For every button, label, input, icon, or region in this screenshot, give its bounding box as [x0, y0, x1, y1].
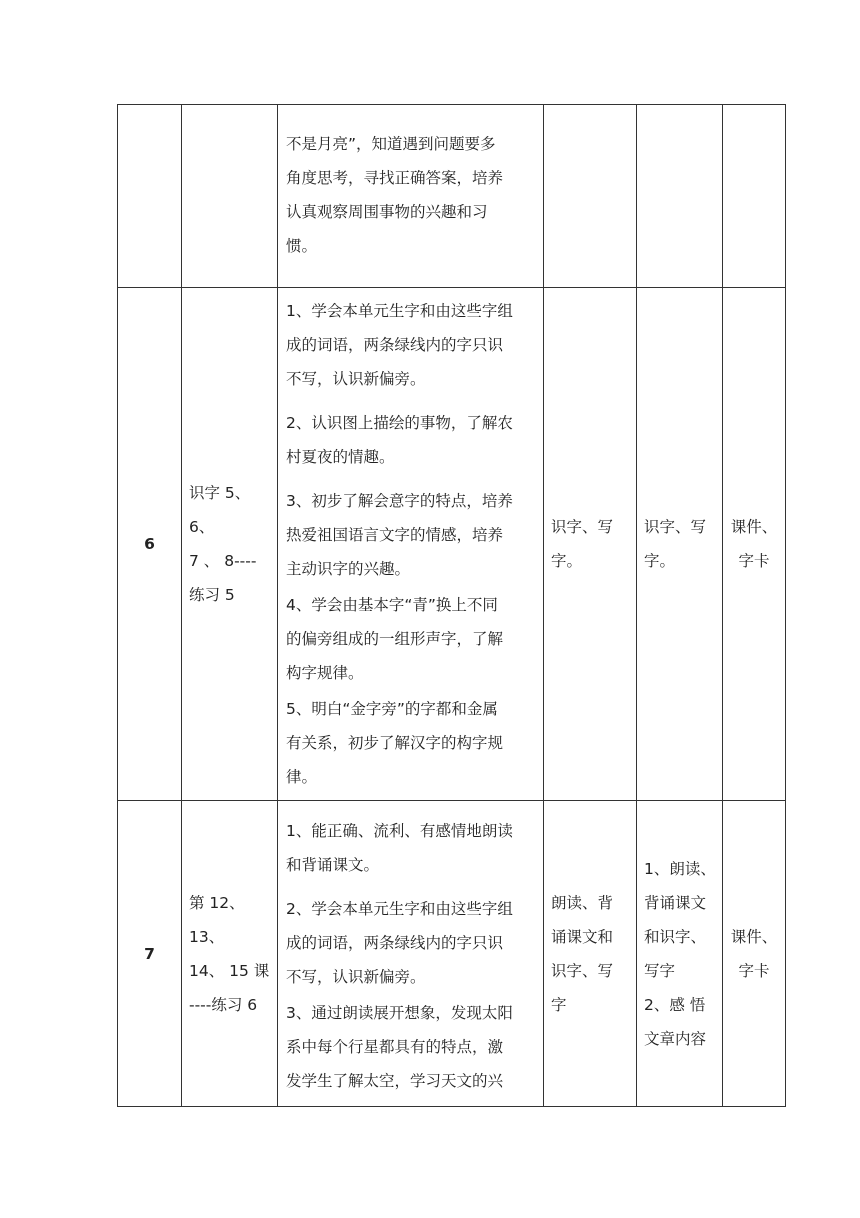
goal-line: 系中每个行星都具有的特点，激	[286, 1037, 504, 1056]
goals-cell	[278, 105, 544, 288]
prep-cell	[723, 105, 786, 288]
table-row	[118, 288, 786, 801]
table-row	[118, 801, 786, 1107]
goal-line: 主动识字的兴趣。	[286, 560, 411, 578]
difficulty-line: 文章内容	[644, 1029, 707, 1048]
goal-line: 2、学会本单元生字和由这些字组	[286, 899, 513, 918]
goal-line: 角度思考，寻找正确答案，培养	[286, 168, 504, 187]
focus-line: 诵课文和	[551, 927, 614, 946]
prep-line: 字卡	[738, 552, 770, 570]
goal-line: 和背诵课文。	[286, 855, 380, 874]
lesson-number-cell	[118, 801, 182, 1107]
goal-line: 发学生了解太空，学习天文的兴	[286, 1071, 504, 1090]
goal-line: 1、能正确、流利、有感情地朗读	[286, 821, 513, 840]
difficulty-line: 识字、写	[644, 518, 707, 536]
goal-item	[286, 588, 535, 690]
focus-line: 识字、写	[551, 961, 614, 980]
goal-line: 不写，认识新偏旁。	[286, 370, 426, 388]
lesson-line: 7 、 8----	[189, 552, 257, 570]
lesson-cell	[182, 288, 278, 801]
goal-line: 热爱祖国语言文字的情感，培养	[286, 526, 504, 544]
goal-line: 3、通过朗读展开想象，发现太阳	[286, 1003, 513, 1022]
table-row	[118, 105, 786, 288]
difficulty-line: 背诵课文	[644, 893, 707, 912]
goal-line: 成的词语，两条绿线内的字只识	[286, 336, 504, 354]
goal-line: 构字规律。	[286, 664, 364, 682]
focus-line: 字	[551, 995, 567, 1014]
lesson-line: ----练习 6	[189, 995, 258, 1014]
goal-line: 有关系，初步了解汉字的构字规	[286, 734, 504, 752]
difficulty-line: 1、朗读、	[644, 859, 716, 878]
lesson-cell	[182, 105, 278, 288]
focus-cell	[544, 105, 637, 288]
goal-line: 不是月亮”，知道遇到问题要多	[286, 134, 496, 153]
goal-line: 不写，认识新偏旁。	[286, 967, 426, 986]
difficulty-line: 字。	[644, 552, 676, 570]
goal-line: 2、认识图上描绘的事物，了解农	[286, 414, 513, 432]
goal-line: 的偏旁组成的一组形声字，了解	[286, 630, 504, 648]
lesson-number-cell	[118, 288, 182, 801]
difficulty-line: 2、感 悟	[644, 995, 706, 1014]
difficulty-cell	[637, 105, 723, 288]
goal-line: 3、初步了解会意字的特点，培养	[286, 492, 513, 510]
goal-line: 惯。	[286, 236, 318, 255]
prep-line: 字卡	[738, 961, 770, 980]
lesson-line: 识字 5、6、	[189, 484, 251, 536]
prep-line: 课件、	[730, 518, 778, 536]
difficulty-cell	[637, 288, 723, 801]
lesson-line: 练习 5	[189, 586, 235, 604]
goal-line: 4、学会由基本字“青”换上不同	[286, 596, 498, 614]
goal-item	[286, 692, 535, 794]
goal-item	[286, 814, 535, 882]
goal-item	[286, 294, 535, 396]
difficulty-line: 写字	[644, 961, 676, 980]
lesson-number: 6	[144, 535, 155, 553]
goal-line: 认真观察周围事物的兴趣和习	[286, 202, 488, 221]
goal-item	[286, 406, 535, 474]
focus-line: 字。	[551, 552, 583, 570]
lesson-line: 第 12、13、	[189, 893, 245, 946]
goal-line: 1、学会本单元生字和由这些字组	[286, 302, 513, 320]
goal-item	[286, 127, 535, 263]
lesson-cell	[182, 801, 278, 1107]
prep-cell	[723, 288, 786, 801]
goal-line: 律。	[286, 768, 318, 786]
difficulty-line: 和识字、	[644, 927, 707, 946]
lesson-line: 14、 15 课	[189, 961, 270, 980]
focus-cell	[544, 288, 637, 801]
goals-cell	[278, 801, 544, 1107]
lesson-number: 7	[144, 944, 155, 963]
focus-line: 识字、写	[551, 518, 614, 536]
goal-item	[286, 484, 535, 586]
prep-cell	[723, 801, 786, 1107]
prep-line: 课件、	[730, 927, 778, 946]
goal-item	[286, 996, 535, 1098]
goal-item	[286, 892, 535, 994]
goal-line: 村夏夜的情趣。	[286, 448, 395, 466]
difficulty-cell	[637, 801, 723, 1107]
lesson-number-cell	[118, 105, 182, 288]
lesson-plan-table	[117, 104, 786, 1107]
focus-cell	[544, 801, 637, 1107]
goal-line: 成的词语，两条绿线内的字只识	[286, 933, 504, 952]
goal-line: 5、明白“金字旁”的字都和金属	[286, 700, 498, 718]
focus-line: 朗读、背	[551, 893, 614, 912]
goals-cell	[278, 288, 544, 801]
